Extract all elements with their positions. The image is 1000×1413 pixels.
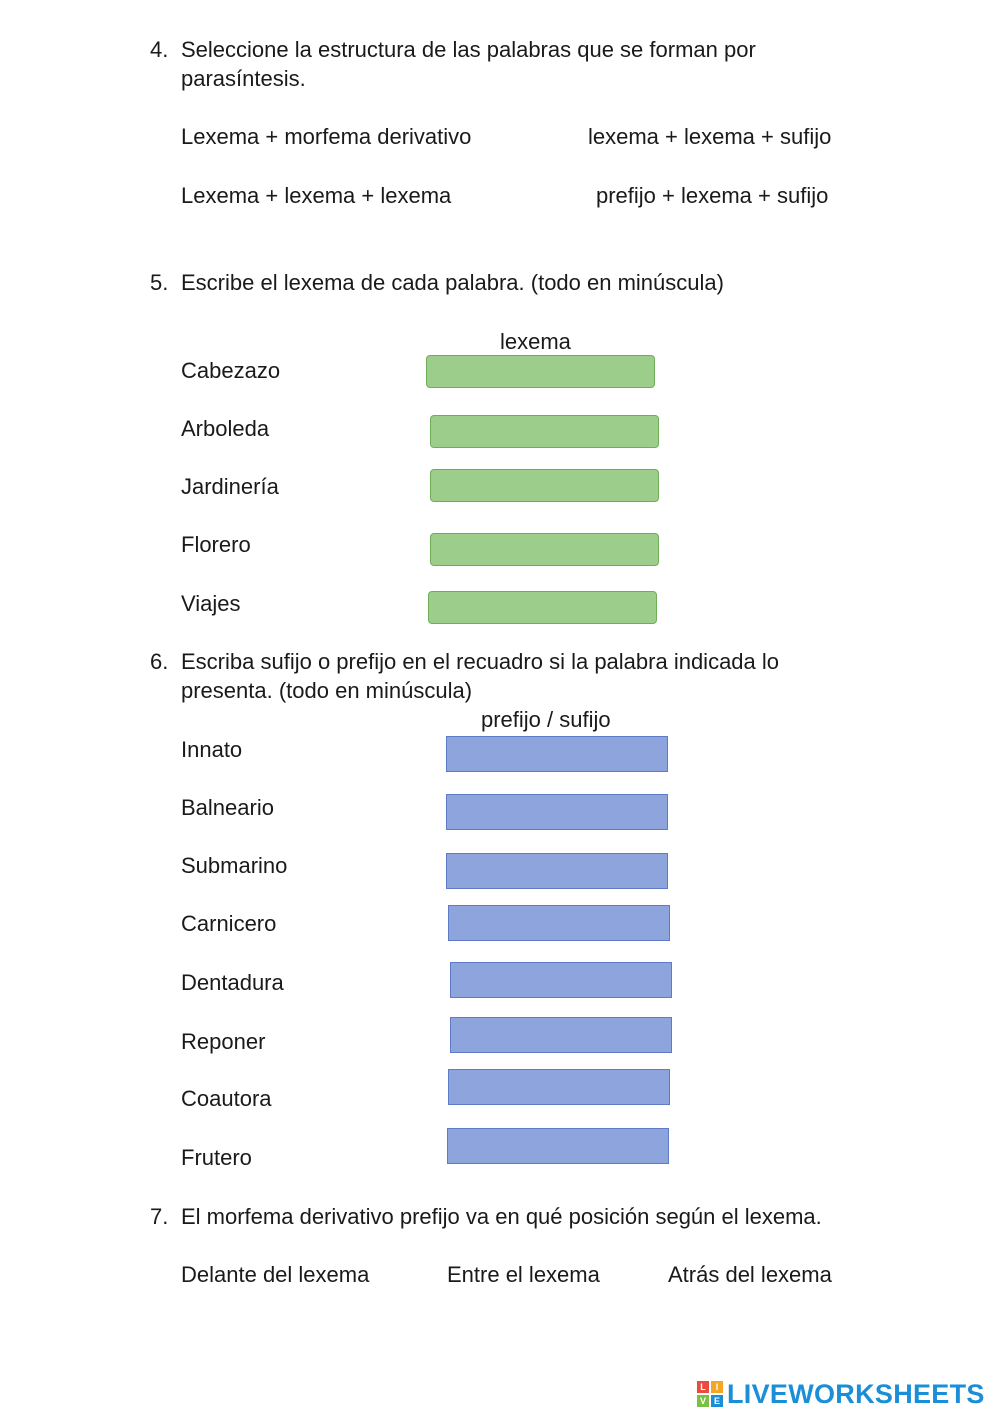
q5-word: Arboleda — [181, 416, 270, 441]
q5-column-header: lexema — [500, 329, 571, 354]
lexema-input-arboleda[interactable] — [430, 415, 659, 448]
q5-word: Florero — [181, 532, 251, 557]
affix-input-balneario[interactable] — [446, 794, 668, 830]
affix-input-reponer[interactable] — [450, 1017, 672, 1053]
lexema-input-viajes[interactable] — [428, 591, 657, 624]
q4-option-4[interactable]: prefijo + lexema + sufijo — [596, 183, 829, 208]
q6-text-line2: presenta. (todo en minúscula) — [181, 678, 473, 703]
logo-text: LIVEWORKSHEETS — [727, 1378, 985, 1409]
q6-word: Submarino — [181, 853, 288, 878]
affix-input-coautora[interactable] — [448, 1069, 670, 1105]
q7-option-1[interactable]: Delante del lexema — [181, 1262, 370, 1287]
affix-input-submarino[interactable] — [446, 853, 668, 889]
lexema-input-cabezazo[interactable] — [426, 355, 655, 388]
q6-number: 6. — [150, 649, 169, 674]
q4-option-1[interactable]: Lexema + morfema derivativo — [181, 124, 472, 149]
lexema-input-florero[interactable] — [430, 533, 659, 566]
q5-number: 5. — [150, 270, 169, 295]
q5-word: Viajes — [181, 591, 241, 616]
q4-text-line2: parasíntesis. — [181, 66, 306, 91]
q6-word: Frutero — [181, 1145, 252, 1170]
q7-number: 7. — [150, 1204, 169, 1229]
q4-text-line1: Seleccione la estructura de las palabras que se forman por — [181, 37, 756, 62]
q5-word: Jardinería — [181, 474, 279, 499]
q7-text: El morfema derivativo prefijo va en qué posición según el lexema. — [181, 1204, 822, 1229]
q6-column-header: prefijo / sufijo — [481, 707, 611, 732]
logo-tile: I — [711, 1381, 723, 1393]
logo-tiles — [697, 1381, 723, 1407]
logo-tile: L — [697, 1381, 709, 1393]
q6-word: Coautora — [181, 1086, 272, 1111]
affix-input-frutero[interactable] — [447, 1128, 669, 1164]
q6-text-line1: Escriba sufijo o prefijo en el recuadro si la palabra indicada lo — [181, 649, 780, 674]
q6-word: Balneario — [181, 795, 274, 820]
liveworksheets-logo — [697, 1378, 985, 1410]
q6-word: Reponer — [181, 1029, 266, 1054]
q4-number: 4. — [150, 37, 169, 62]
lexema-input-jardineria[interactable] — [430, 469, 659, 502]
q7-option-2[interactable]: Entre el lexema — [447, 1262, 600, 1287]
affix-input-carnicero[interactable] — [448, 905, 670, 941]
q7-option-3[interactable]: Atrás del lexema — [668, 1262, 832, 1287]
q5-text: Escribe el lexema de cada palabra. (todo en minúscula) — [181, 270, 724, 295]
q6-word: Dentadura — [181, 970, 284, 995]
q5-word: Cabezazo — [181, 358, 281, 383]
q6-word: Innato — [181, 737, 243, 762]
logo-tile: E — [711, 1395, 723, 1407]
q6-word: Carnicero — [181, 911, 277, 936]
logo-tile: V — [697, 1395, 709, 1407]
affix-input-dentadura[interactable] — [450, 962, 672, 998]
affix-input-innato[interactable] — [446, 736, 668, 772]
q4-option-3[interactable]: Lexema + lexema + lexema — [181, 183, 452, 208]
q4-option-2[interactable]: lexema + lexema + sufijo — [588, 124, 832, 149]
